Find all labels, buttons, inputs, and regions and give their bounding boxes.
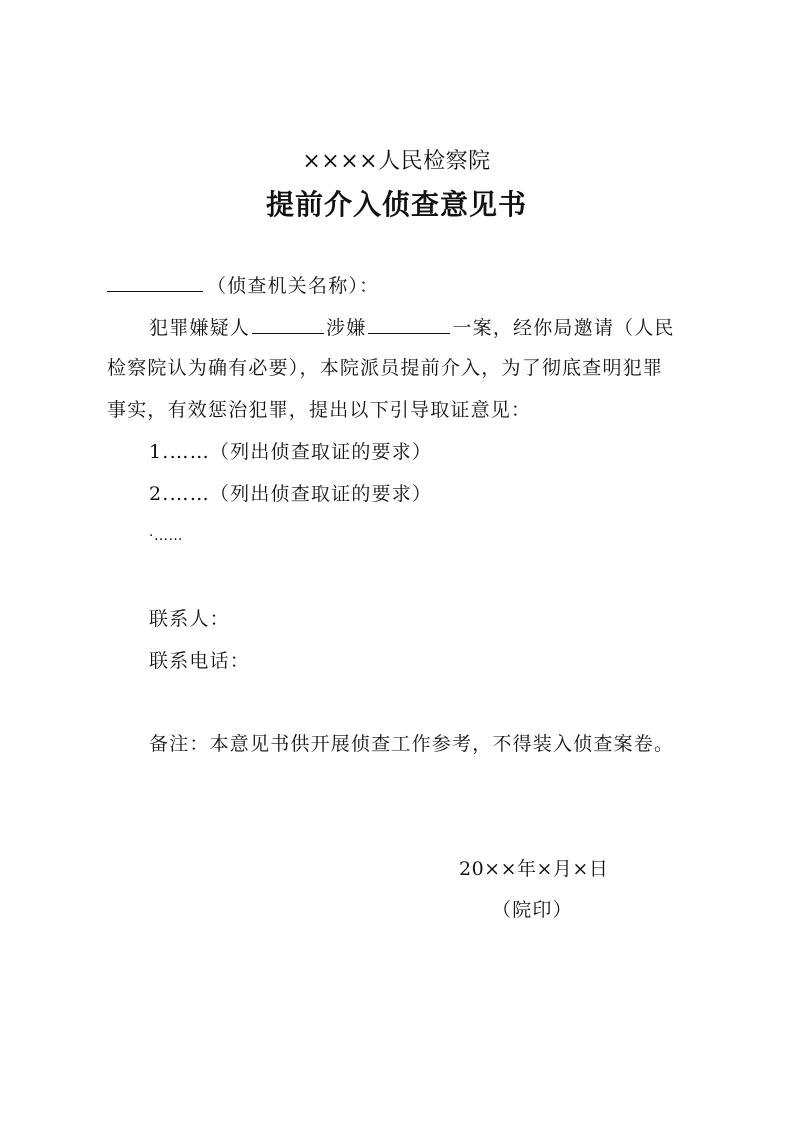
intro-suffix: 一案，经你局邀请（人民 xyxy=(452,317,675,339)
body-paragraph-line-2: 检察院认为确有必要），本院派员提前介入，为了彻底查明犯罪 xyxy=(107,357,664,379)
list-item: 1.……（列出侦查取证的要求） xyxy=(149,441,433,463)
contact-phone-label: 联系电话： xyxy=(149,650,251,672)
list-item: 2.……（列出侦查取证的要求） xyxy=(149,483,433,505)
agency-name: ××××人民检察院 xyxy=(302,149,491,174)
suspect-name-blank[interactable] xyxy=(252,313,324,334)
document-title: 提前介入侦查意见书 xyxy=(265,188,527,221)
addressee-label: （侦查机关名称）： xyxy=(207,275,380,297)
addressee-blank[interactable] xyxy=(107,271,203,292)
list-item-ellipsis: ·…… xyxy=(149,528,183,544)
body-paragraph-line-1 xyxy=(149,313,675,341)
addressee-line xyxy=(107,271,379,299)
intro-prefix: 犯罪嫌疑人 xyxy=(149,317,251,339)
contact-person-label: 联系人： xyxy=(149,608,230,630)
issue-date: 20××年×月×日 xyxy=(459,858,609,880)
seal-note: （院印） xyxy=(492,899,573,921)
body-paragraph-line-3: 事实，有效惩治犯罪，提出以下引导取证意见： xyxy=(107,399,532,421)
remark-note: 备注：本意见书供开展侦查工作参考，不得装入侦查案卷。 xyxy=(149,733,675,755)
charge-blank[interactable] xyxy=(368,313,450,334)
intro-mid: 涉嫌 xyxy=(326,317,367,339)
